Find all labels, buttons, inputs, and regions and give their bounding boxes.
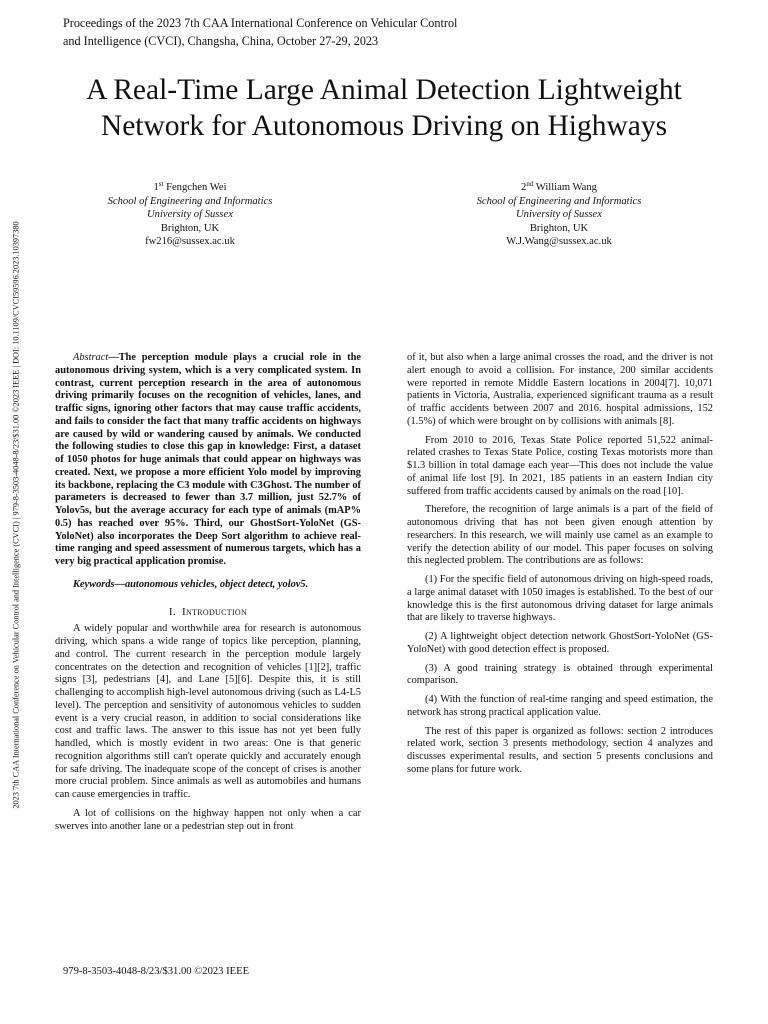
proceedings-line-1: Proceedings of the 2023 7th CAA International Conference on Vehicular Control xyxy=(63,16,458,30)
author-2-email: W.J.Wang@sussex.ac.uk xyxy=(506,236,612,248)
intro-paragraph-1: A widely popular and worthwhile area for research is autonomous driving, which spans a wide range of topics like perception, planning, and control. The current research in the perception module largely concentrates on the detection and recognition of vehicles [1][2], traffic signs [3], pedestrians [4], and Lane [5][6]. Despite this, it is still challenging to accomplish high-level autonomous driving (such as L4-L5 level). The perception and sensitivity of autonomous vehicles to sudden event is a very crucial reason, in addition to social considerations like cost and traffic laws. The answer to this issue has not yet been fully handled, which is mostly evident in two areas: One is that generic recognition algorithms still can't operate quickly and accurately enough for safe driving. The inadequate scope of the concept of crises is another more crucial problem. Since animals as well as automobiles and humans can cause emergencies in traffic. xyxy=(55,623,361,800)
author-2-ordinal: 2 xyxy=(521,182,527,193)
author-2-university: University of Sussex xyxy=(516,209,602,221)
author-block-2 xyxy=(434,181,684,249)
contribution-3: (3) A good training strategy is obtained through experimental comparison. xyxy=(407,662,713,687)
right-paragraph-2: From 2010 to 2016, Texas State Police reported 51,522 animal-related crashes to Texas State Police, costing Texas motorists more than $1.3 billion in total damage each year—This does not include the value of animal life lost [9]. In 2021, 185 patients in an eastern Indian city suffered from traffic accidents caused by animals on the road [10]. xyxy=(407,434,713,497)
author-1-ordinal: 1 xyxy=(153,182,159,193)
contribution-2: (2) A lightweight object detection network GhostSort-YoloNet (GS-YoloNet) with good detection effect is proposed. xyxy=(407,631,713,655)
abstract xyxy=(55,352,361,569)
author-1-school: School of Engineering and Informatics xyxy=(107,195,273,207)
copyright-footer: 979-8-3503-4048-8/23/$31.00 ©2023 IEEE xyxy=(63,966,250,977)
right-column xyxy=(407,352,713,783)
abstract-label: Abstract xyxy=(73,352,109,363)
section-heading-introduction xyxy=(55,606,361,619)
author-1-name: Fengchen Wei xyxy=(166,182,227,193)
right-paragraph-1: of it, but also when a large animal crosses the road, and the driver is not alert enough to avoid a collision. For instance, 200 similar accidents were reported in remote Middle Eastern locations in 2004[7]. 10,071 patients in Victoria, Australia, experienced significant trauma as a result of traffic accidents between 2007 and 2016. hospital admissions, 152 (1.5%) of which were brought on by collisions with animals [8]. xyxy=(407,352,713,427)
author-1-ordinal-suffix: st xyxy=(158,180,164,188)
contribution-1: (1) For the specific field of autonomous driving on high-speed roads, a large animal dataset with 1050 images is established. To the best of our knowledge this is the first autonomous driving dataset for large animals that are likely to traverse highways. xyxy=(407,574,713,624)
abstract-text: —The perception module plays a crucial role in the autonomous driving system, which is a very complicated system. In contrast, current perception research in the area of autonomous driving primarily focuses on the recognition of vehicles, lanes, and traffic signs, ignoring other factors that may cause traffic accidents, and fails to consider the fact that many traffic accidents on highways are caused by wild or wandering caused by animals. We conducted the following studies to close this gap in knowledge: First, a dataset of 1050 photos for huge animals that could appear on highways was created. Next, we propose a more efficient Yolo model by improving its backbone, replacing the C3 module with C3Ghost. The number of parameters is decreased to fewer than 3.7 million, just 52.7% of Yolov5s, but the average accuracy for each type of animals (mAP% 0.5) has reached over 95%. Third, our GhostSort-YoloNet (GS-YoloNet) also incorporates the Deep Sort algorithm to achieve real-time ranging and speed assessment of numerous targets, which has a very big practical application promise. xyxy=(55,352,361,567)
proceedings-line-2: and Intelligence (CVCI), Changsha, China, October 27-29, 2023 xyxy=(63,34,379,48)
section-title: Introduction xyxy=(182,605,248,618)
paper-title-line-1: A Real-Time Large Animal Detection Lightweight xyxy=(86,74,682,106)
paper-title-line-2: Network for Autonomous Driving on Highways xyxy=(100,110,668,142)
contribution-4: (4) With the function of real-time ranging and speed estimation, the network has strong practical application value. xyxy=(407,694,713,718)
author-2-ordinal-suffix: nd xyxy=(526,180,534,188)
author-block-1 xyxy=(65,181,315,249)
doi-sidebar xyxy=(6,145,26,885)
doi-sidebar-text: 2023 7th CAA International Conference on Vehicular Control and Intelligence (CVCI) | 979-8-3503-4048-8/23/$31.00 ©2023 IEEE | DOI: 10.1109/CVCI59596.2023.10397380 xyxy=(11,221,21,809)
right-paragraph-3: Therefore, the recognition of large animals is a part of the field of autonomous driving that has not been given enough attention by researchers. In this research, we will mainly use camel as an example to verify the detection ability of our model. This paper focuses on solving this neglected problem. The contributions are as follows: xyxy=(407,504,713,567)
author-1-location: Brighton, UK xyxy=(160,222,220,234)
proceedings-header xyxy=(63,14,503,50)
author-2-location: Brighton, UK xyxy=(529,222,589,234)
author-2-name: William Wang xyxy=(535,182,597,193)
left-column xyxy=(55,352,361,839)
section-number: I. xyxy=(168,605,176,618)
author-1-email: fw216@sussex.ac.uk xyxy=(145,236,235,248)
paper-title xyxy=(40,72,728,144)
keywords: Keywords—autonomous vehicles, object detect, yolov5. xyxy=(73,578,309,590)
author-1-university: University of Sussex xyxy=(147,209,233,221)
author-2-school: School of Engineering and Informatics xyxy=(476,195,642,207)
right-paragraph-organization: The rest of this paper is organized as follows: section 2 introduces related work, section 3 presents methodology, section 4 analyzes and discusses experimental results, and section 5 presents conclusions and some plans for future work. xyxy=(407,725,713,775)
intro-paragraph-2: A lot of collisions on the highway happen not only when a car swerves into another lane or a pedestrian step out in front xyxy=(55,807,361,832)
